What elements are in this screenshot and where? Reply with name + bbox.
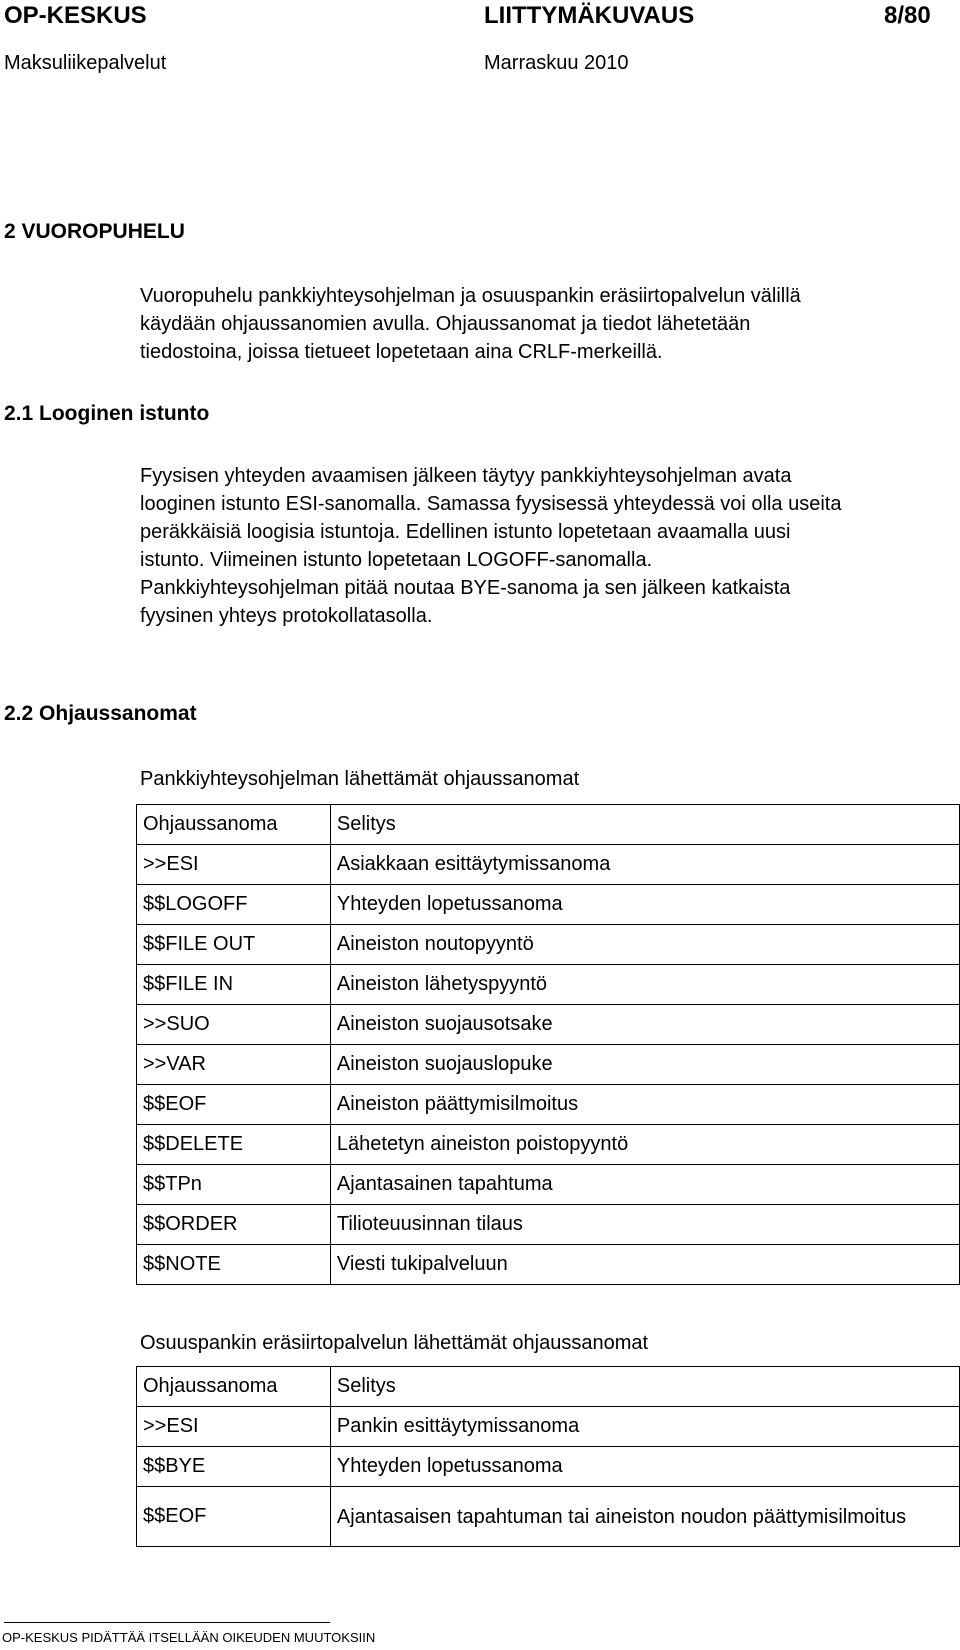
- table-row: [137, 1205, 960, 1245]
- header-service: Maksuliikepalvelut: [4, 52, 167, 74]
- message-description: Tilioteuusinnan tilaus: [330, 1205, 959, 1245]
- column-header: Selitys: [330, 805, 959, 845]
- message-code: >>ESI: [137, 1407, 331, 1447]
- bank-messages-table: [136, 1366, 960, 1547]
- message-description: Pankin esittäytymissanoma: [330, 1407, 959, 1447]
- section-2-paragraph: [140, 282, 801, 366]
- paragraph-line: Vuoropuhelu pankkiyhteysohjelman ja osuuspankin eräsiirtopalvelun välillä: [140, 285, 801, 307]
- table-2-caption: Osuuspankin eräsiirtopalvelun lähettämät ohjaussanomat: [140, 1332, 649, 1354]
- header-page-number: 8/80: [884, 2, 931, 29]
- section-2-1-paragraph: [140, 462, 841, 630]
- message-code: >>VAR: [137, 1045, 331, 1085]
- table-row: [137, 1245, 960, 1285]
- message-description: Viesti tukipalveluun: [330, 1245, 959, 1285]
- table-row: [137, 1085, 960, 1125]
- client-messages-table: [136, 804, 960, 1285]
- message-description: Aineiston noutopyyntö: [330, 925, 959, 965]
- table-row: [137, 1407, 960, 1447]
- paragraph-line: Pankkiyhteysohjelman pitää noutaa BYE-sanoma ja sen jälkeen katkaista: [140, 577, 791, 599]
- message-code: >>ESI: [137, 845, 331, 885]
- paragraph-line: fyysinen yhteys protokollatasolla.: [140, 605, 433, 627]
- column-header: Ohjaussanoma: [137, 1367, 331, 1407]
- table-1-caption: Pankkiyhteysohjelman lähettämät ohjaussanomat: [140, 768, 580, 790]
- message-description: Lähetetyn aineiston poistopyyntö: [330, 1125, 959, 1165]
- paragraph-line: peräkkäisiä loogisia istuntoja. Edellinen istunto lopetetaan avaamalla uusi: [140, 521, 791, 543]
- table-header-row: [137, 805, 960, 845]
- message-description: Yhteyden lopetussanoma: [330, 1447, 959, 1487]
- message-code: $$FILE IN: [137, 965, 331, 1005]
- message-description: Aineiston suojauslopuke: [330, 1045, 959, 1085]
- message-code: $$NOTE: [137, 1245, 331, 1285]
- table-row: [137, 1447, 960, 1487]
- message-code: $$BYE: [137, 1447, 331, 1487]
- footer-notice: OP-KESKUS PIDÄTTÄÄ ITSELLÄÄN OIKEUDEN MUUTOKSIIN: [2, 1630, 376, 1645]
- footer-rule: [4, 1622, 330, 1623]
- table-row: [137, 1165, 960, 1205]
- table-header-row: [137, 1367, 960, 1407]
- message-description: Ajantasaisen tapahtuman tai aineiston noudon päättymisilmoitus: [330, 1487, 959, 1547]
- message-description: Aineiston suojausotsake: [330, 1005, 959, 1045]
- paragraph-line: käydään ohjaussanomien avulla. Ohjaussanomat ja tiedot lähetetään: [140, 313, 751, 335]
- table-row: [137, 965, 960, 1005]
- message-code: $$FILE OUT: [137, 925, 331, 965]
- table-row: [137, 1045, 960, 1085]
- paragraph-line: tiedostoina, joissa tietueet lopetetaan aina CRLF-merkeillä.: [140, 341, 663, 363]
- section-2-1-heading: 2.1 Looginen istunto: [4, 402, 210, 425]
- message-code: $$DELETE: [137, 1125, 331, 1165]
- message-code: >>SUO: [137, 1005, 331, 1045]
- paragraph-line: Fyysisen yhteyden avaamisen jälkeen täytyy pankkiyhteysohjelman avata: [140, 465, 792, 487]
- message-code: $$TPn: [137, 1165, 331, 1205]
- section-2-2-heading: 2.2 Ohjaussanomat: [4, 702, 197, 725]
- table-row: [137, 925, 960, 965]
- section-2-heading: 2 VUOROPUHELU: [4, 220, 185, 243]
- table-row: [137, 885, 960, 925]
- message-description: Asiakkaan esittäytymissanoma: [330, 845, 959, 885]
- column-header: Selitys: [330, 1367, 959, 1407]
- message-code: $$EOF: [137, 1085, 331, 1125]
- header-doc-title: LIITTYMÄKUVAUS: [484, 2, 695, 29]
- message-description: Ajantasainen tapahtuma: [330, 1165, 959, 1205]
- header-date: Marraskuu 2010: [484, 52, 629, 74]
- message-description: Aineiston päättymisilmoitus: [330, 1085, 959, 1125]
- message-description: Yhteyden lopetussanoma: [330, 885, 959, 925]
- message-code: $$ORDER: [137, 1205, 331, 1245]
- paragraph-line: looginen istunto ESI-sanomalla. Samassa fyysisessä yhteydessä voi olla useita: [140, 493, 842, 515]
- table-row: [137, 1125, 960, 1165]
- message-code: $$EOF: [137, 1487, 331, 1547]
- table-row: [137, 845, 960, 885]
- paragraph-line: istunto. Viimeinen istunto lopetetaan LOGOFF-sanomalla.: [140, 549, 653, 571]
- message-code: $$LOGOFF: [137, 885, 331, 925]
- message-description: Aineiston lähetyspyyntö: [330, 965, 959, 1005]
- table-row: [137, 1005, 960, 1045]
- table-row: [137, 1487, 960, 1547]
- header-org: OP-KESKUS: [4, 2, 147, 29]
- column-header: Ohjaussanoma: [137, 805, 331, 845]
